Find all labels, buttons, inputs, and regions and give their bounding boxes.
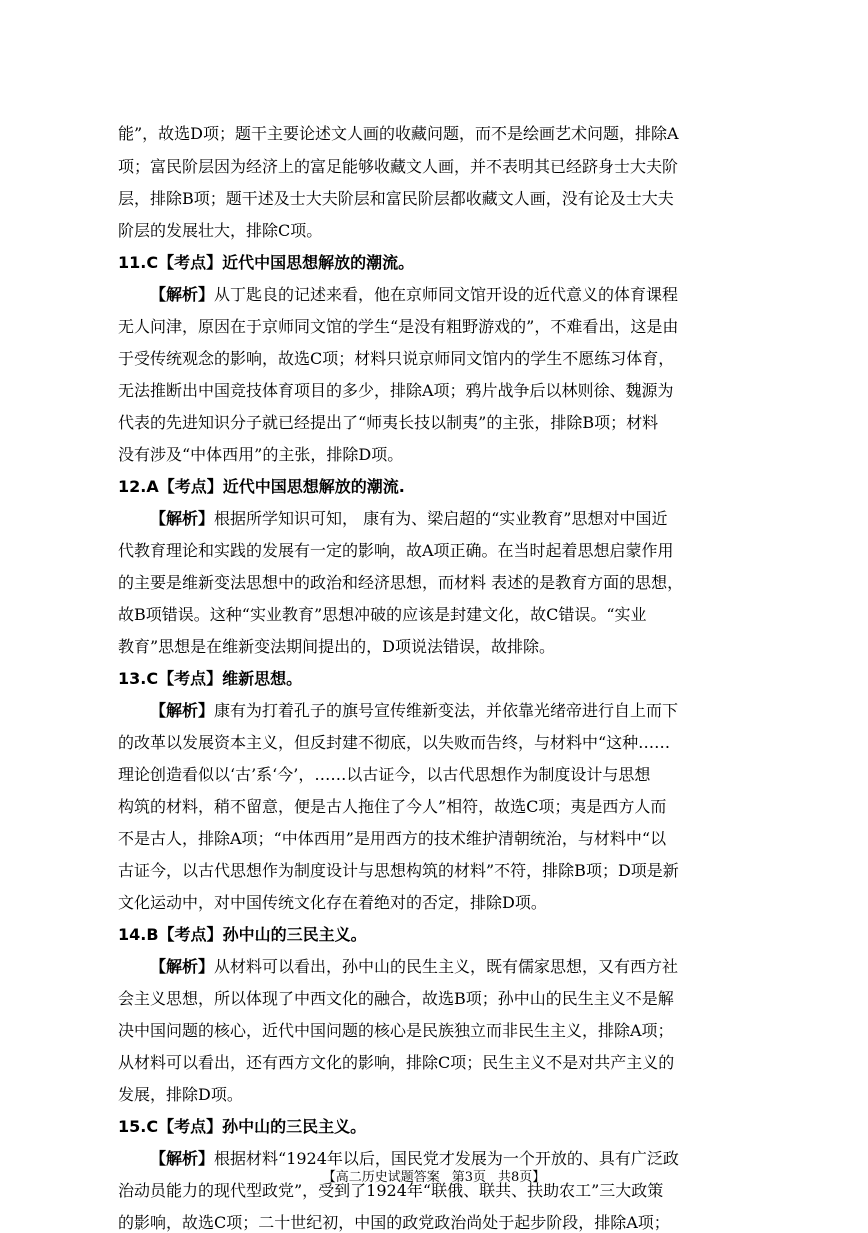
text-line: 治动员能力的现代型政党”，受到了1924年“联俄、联共、扶助农工”三大政策 <box>118 1181 664 1200</box>
text-line: 文化运动中，对中国传统文化存在着绝对的否定，排除D项。 <box>118 893 547 912</box>
text-line: 不是古人，排除A项；“中体西用”是用西方的技术维护清朝统治，与材料中“以 <box>118 829 667 848</box>
jiexi-label: 【解析】 <box>150 285 215 304</box>
kaodian-label: 【考点】 <box>158 253 223 272</box>
text-line: 的改革以发展资本主义，但反封建不彻底，以失败而告终，与材料中“这种…… <box>118 733 671 752</box>
kaodian-text: 孙中山的三民主义。 <box>222 1117 367 1136</box>
kaodian-text: 近代中国思想解放的潮流. <box>222 477 405 496</box>
question-heading-11 <box>118 253 414 273</box>
text-line: 从材料可以看出，孙中山的民生主义，既有儒家思想，又有西方社 <box>214 957 679 976</box>
jiexi-label: 【解析】 <box>150 1149 215 1168</box>
kaodian-label: 【考点】 <box>158 1117 223 1136</box>
question-heading-15 <box>118 1117 366 1137</box>
footer-page-number: 第3页 <box>451 1170 486 1185</box>
kaodian-text: 孙中山的三民主义。 <box>222 925 367 944</box>
question-number: 12.A <box>118 477 159 496</box>
text-line: 的影响，故选C项；二十世纪初，中国的政党政治尚处于起步阶段，排除A项； <box>118 1213 670 1232</box>
jiexi-first-line <box>150 509 667 529</box>
page-footer <box>0 1170 868 1186</box>
kaodian-label: 【考点】 <box>158 925 223 944</box>
text-line: 代表的先进知识分子就已经提出了“师夷长技以制夷”的主张，排除B项；材料 <box>118 413 659 432</box>
text-line: 构筑的材料，稍不留意，便是古人拖住了今人”相符，故选C项；夷是西方人而 <box>118 797 667 816</box>
kaodian-text: 维新思想。 <box>222 669 303 688</box>
jiexi-first-line <box>150 285 678 305</box>
text-line: 无法推断出中国竞技体育项目的多少，排除A项；鸦片战争后以林则徐、魏源为 <box>118 381 674 400</box>
text-line: 发展，排除D项。 <box>118 1085 243 1104</box>
question-number: 11.C <box>118 253 159 272</box>
text-line: 教育”思想是在维新变法期间提出的，D项说法错误，故排除。 <box>118 637 556 656</box>
kaodian-label: 【考点】 <box>158 477 223 496</box>
text-line: 决中国问题的核心，近代中国问题的核心是民族独立而非民生主义，排除A项； <box>118 1021 674 1040</box>
text-line: 项；富民阶层因为经济上的富足能够收藏文人画，并不表明其已经跻身士大夫阶 <box>118 157 679 176</box>
text-line: 从材料可以看出，还有西方文化的影响，排除C项；民生主义不是对共产主义的 <box>118 1053 675 1072</box>
text-line: 没有涉及“中体西用”的主张，排除D项。 <box>118 445 404 464</box>
footer-total-pages: 共8页】 <box>498 1170 546 1185</box>
kaodian-text: 近代中国思想解放的潮流。 <box>222 253 415 272</box>
question-heading-12 <box>118 477 405 497</box>
text-line: 于受传统观念的影响，故选C项；材料只说京师同文馆内的学生不愿练习体育， <box>118 349 675 368</box>
text-line: 阶层的发展壮大，排除C项。 <box>118 221 323 240</box>
question-number: 14.B <box>118 925 159 944</box>
question-heading-14 <box>118 925 367 945</box>
text-line: 康有为打着孔子的旗号宣传维新变法，并依靠光绪帝进行自上而下 <box>214 701 679 720</box>
question-heading-13 <box>118 669 302 689</box>
text-line: 理论创造看似以‘古’系‘今’，……以古证今，以古代思想作为制度设计与思想 <box>118 765 651 784</box>
question-number: 15.C <box>118 1117 159 1136</box>
jiexi-label: 【解析】 <box>150 957 215 976</box>
text-line: 会主义思想，所以体现了中西文化的融合，故选B项；孙中山的民生主义不是解 <box>118 989 674 1008</box>
text-line: 故B项错误。这种“实业教育”思想冲破的应该是封建文化，故C错误。“实业 <box>118 605 647 624</box>
jiexi-label: 【解析】 <box>150 701 215 720</box>
text-line: 根据所学知识可知， 康有为、梁启超的“实业教育”思想对中国近 <box>214 509 668 528</box>
text-line: 无人问津，原因在于京师同文馆的学生“是没有粗野游戏的”，不难看出，这是由 <box>118 317 679 336</box>
text-line: 古证今，以古代思想作为制度设计与思想构筑的材料”不符，排除B项；D项是新 <box>118 861 679 880</box>
footer-title: 【高二历史试题答案 <box>322 1170 440 1185</box>
jiexi-first-line <box>150 701 678 721</box>
text-line: 层，排除B项；题干述及士大夫阶层和富民阶层都收藏文人画，没有论及士大夫 <box>118 189 674 208</box>
jiexi-first-line <box>150 1149 679 1169</box>
text-line: 从丁匙良的记述来看，他在京师同文馆开设的近代意义的体育课程 <box>214 285 679 304</box>
question-number: 13.C <box>118 669 159 688</box>
text-line: 代教育理论和实践的发展有一定的影响，故A项正确。在当时起着思想启蒙作用 <box>118 541 674 560</box>
text-line: 根据材料“1924年以后，国民党才发展为一个开放的、具有广泛政 <box>214 1149 679 1168</box>
jiexi-label: 【解析】 <box>150 509 215 528</box>
text-line: 能”，故选D项；题干主要论述文人画的收藏问题，而不是绘画艺术问题，排除A <box>118 124 679 143</box>
jiexi-first-line <box>150 957 678 977</box>
kaodian-label: 【考点】 <box>158 669 223 688</box>
text-line: 的主要是维新变法思想中的政治和经济思想，而材料 表述的是教育方面的思想， <box>118 573 684 592</box>
